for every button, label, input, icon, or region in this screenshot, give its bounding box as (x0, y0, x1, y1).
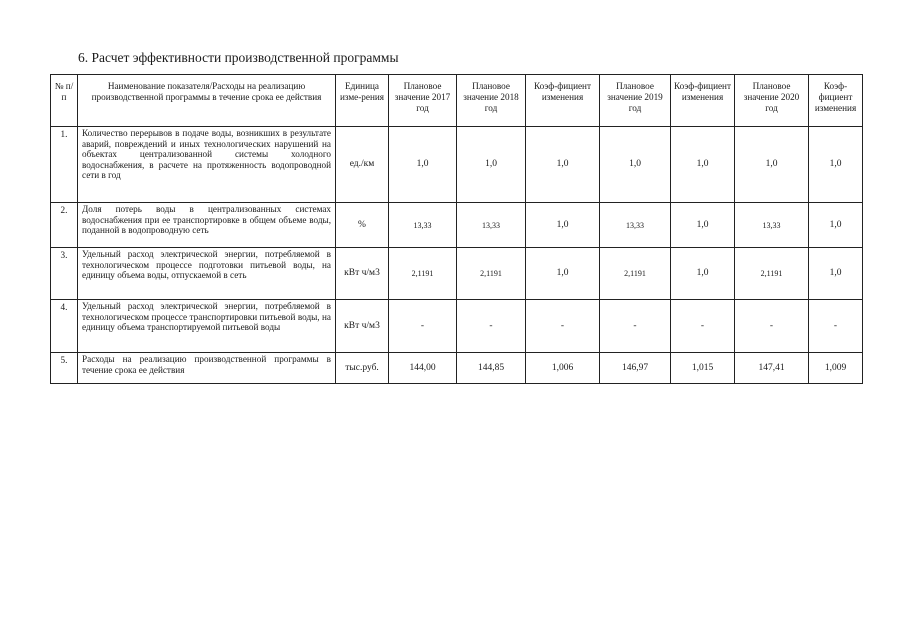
coef-cell: 1,0 (671, 248, 735, 300)
header-plan-2020: Плановое значение 2020 год (735, 75, 809, 127)
page-title: 6. Расчет эффективности производственной программы (78, 50, 399, 65)
coef-cell: - (671, 300, 735, 353)
value-2019: 1,0 (600, 127, 671, 203)
indicator-name: Количество перерывов в подаче воды, возникших в результате аварий, повреждений и иных технологических нарушений на объектах централизованной системы холодного водоснабжения, в расчете на протяженность водопроводной сети в год (78, 127, 336, 203)
value-2020: 147,41 (735, 353, 809, 384)
coef-cell: 1,0 (671, 203, 735, 248)
coef-cell: - (526, 300, 600, 353)
header-plan-2019: Плановое значение 2019 год (600, 75, 671, 127)
value-2018: 13,33 (457, 203, 526, 248)
value-2017: 144,00 (389, 353, 457, 384)
unit-cell: тыс.руб. (336, 353, 389, 384)
coef-cell: 1,015 (671, 353, 735, 384)
table-row (51, 353, 863, 384)
unit-cell: кВт ч/м3 (336, 300, 389, 353)
coef-cell: 1,0 (671, 127, 735, 203)
value-2018: 144,85 (457, 353, 526, 384)
table-row (51, 127, 863, 203)
value-2019: 13,33 (600, 203, 671, 248)
header-plan-2018: Плановое значение 2018 год (457, 75, 526, 127)
table-row (51, 203, 863, 248)
value-2020: 2,1191 (735, 248, 809, 300)
coef-cell: 1,006 (526, 353, 600, 384)
coef-cell: 1,0 (809, 203, 863, 248)
coef-cell: 1,0 (526, 127, 600, 203)
coef-cell: 1,0 (809, 248, 863, 300)
value-2018: 2,1191 (457, 248, 526, 300)
unit-cell: % (336, 203, 389, 248)
value-2019: 2,1191 (600, 248, 671, 300)
table-header-row (51, 75, 863, 127)
value-2018: 1,0 (457, 127, 526, 203)
value-2017: 1,0 (389, 127, 457, 203)
header-unit: Единица изме-рения (336, 75, 389, 127)
unit-cell: ед./км (336, 127, 389, 203)
value-2019: - (600, 300, 671, 353)
header-coef-3: Коэф-фициент изменения (809, 75, 863, 127)
indicator-name: Доля потерь воды в централизованных системах водоснабжения при ее транспортировке в общем объеме воды, поданной в водопроводную сеть (78, 203, 336, 248)
efficiency-table (50, 74, 863, 384)
table-row (51, 300, 863, 353)
header-name: Наименование показателя/Расходы на реализацию производственной программы в течение срока ее действия (78, 75, 336, 127)
value-2017: 13,33 (389, 203, 457, 248)
coef-cell: 1,0 (809, 127, 863, 203)
row-number: 5. (51, 353, 78, 384)
coef-cell: 1,0 (526, 248, 600, 300)
value-2018: - (457, 300, 526, 353)
row-number: 1. (51, 127, 78, 203)
value-2017: - (389, 300, 457, 353)
row-number: 4. (51, 300, 78, 353)
value-2020: 13,33 (735, 203, 809, 248)
coef-cell: 1,009 (809, 353, 863, 384)
value-2020: 1,0 (735, 127, 809, 203)
indicator-name: Удельный расход электрической энергии, потребляемой в технологическом процессе подготовки питьевой воды, на единицу объема воды, отпускаемой в сеть (78, 248, 336, 300)
indicator-name: Удельный расход электрической энергии, потребляемой в технологическом процессе транспортировки питьевой воды, на единицу объема транспортируемой питьевой воды (78, 300, 336, 353)
table-row (51, 248, 863, 300)
value-2019: 146,97 (600, 353, 671, 384)
coef-cell: 1,0 (526, 203, 600, 248)
row-number: 2. (51, 203, 78, 248)
unit-cell: кВт ч/м3 (336, 248, 389, 300)
header-plan-2017: Плановое значение 2017 год (389, 75, 457, 127)
row-number: 3. (51, 248, 78, 300)
value-2020: - (735, 300, 809, 353)
header-coef-1: Коэф-фициент изменения (526, 75, 600, 127)
value-2017: 2,1191 (389, 248, 457, 300)
header-num: № п/п (51, 75, 78, 127)
indicator-name: Расходы на реализацию производственной программы в течение срока ее действия (78, 353, 336, 384)
coef-cell: - (809, 300, 863, 353)
header-coef-2: Коэф-фициент изменения (671, 75, 735, 127)
